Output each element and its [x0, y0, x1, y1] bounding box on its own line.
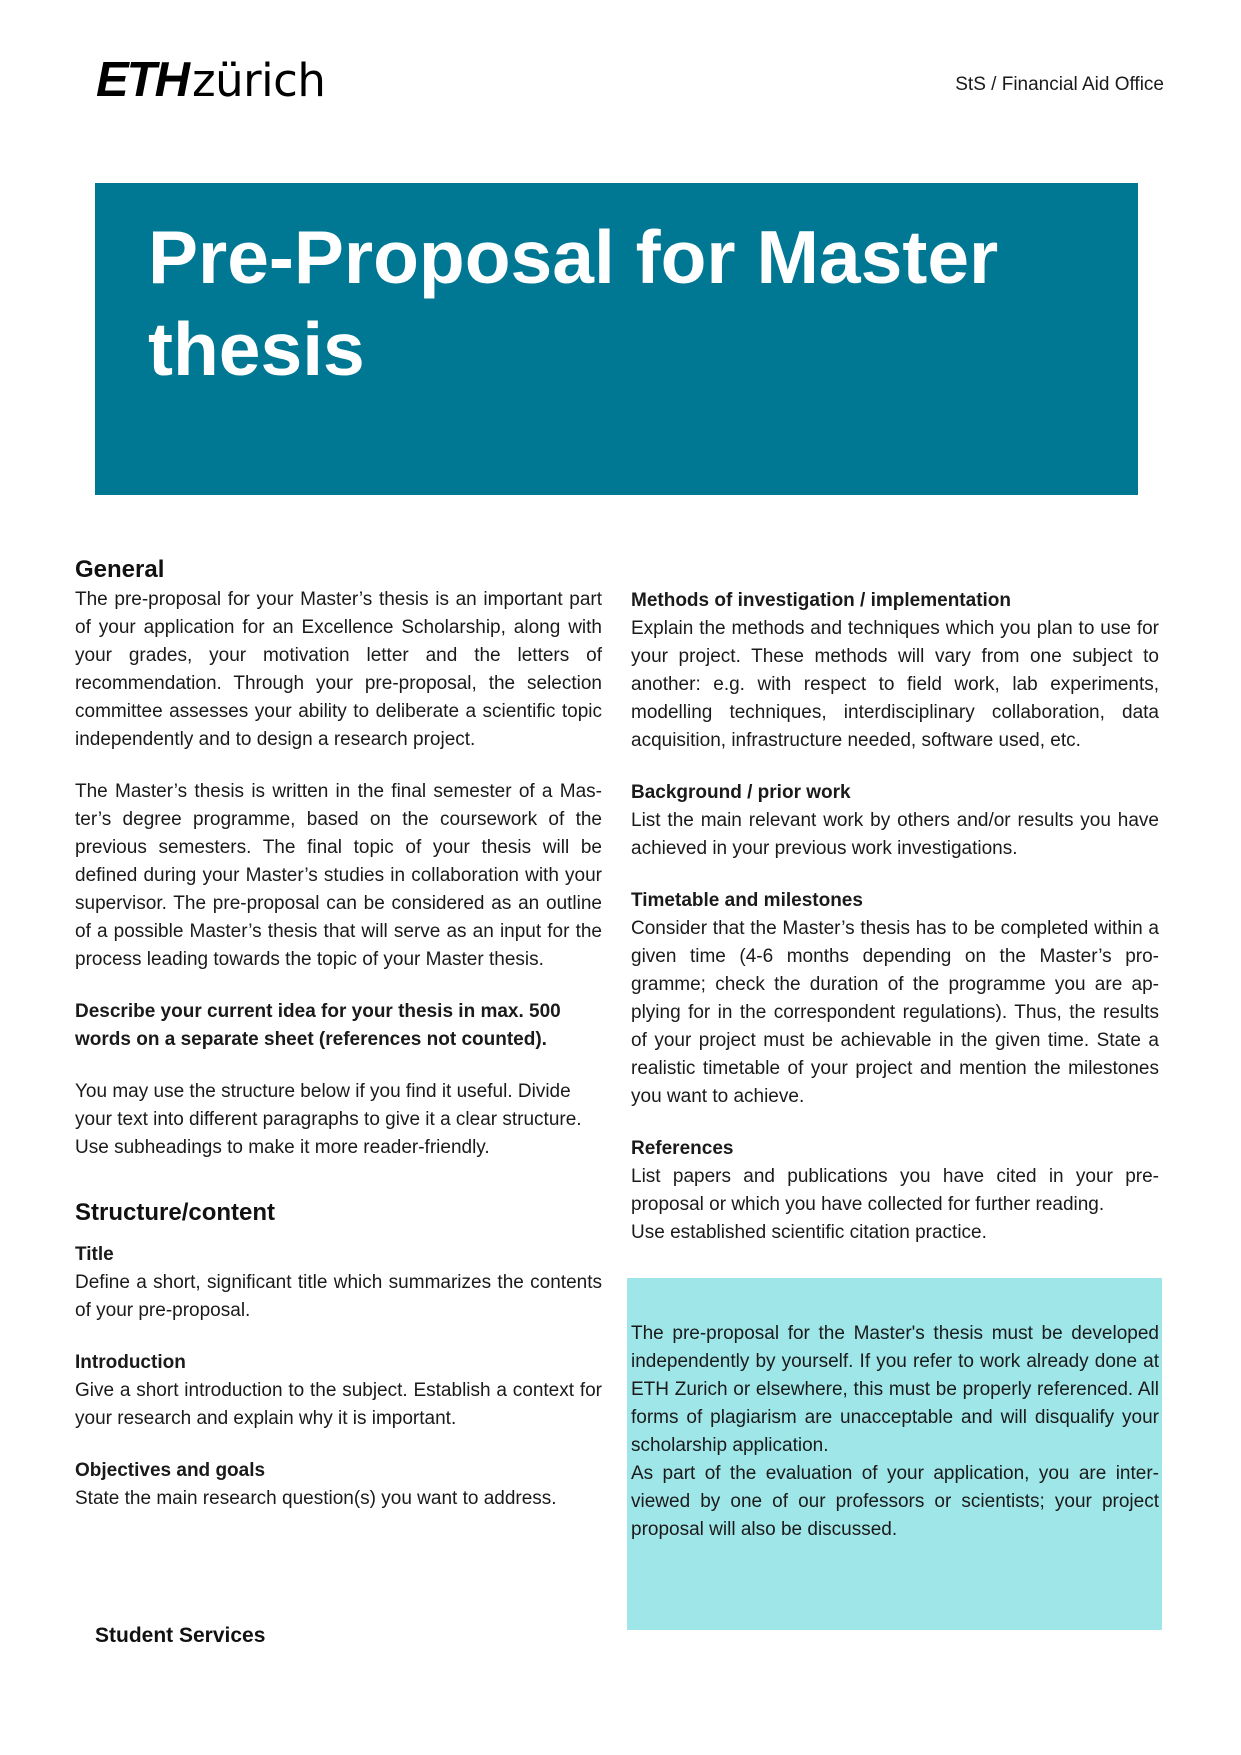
- notice-paragraph-2: As part of the evaluation of your application, you are interviewed by one of our professors or scientists; your project proposal will also be discussed.: [631, 1463, 1159, 1540]
- logo-zurich-text: zürich: [192, 54, 326, 107]
- timetable-text: Consider that the Master’s thesis has to be completed within a given time (4-6 months depending on the Master’s programme; check the duration of the programme you are applying for in the correspondent regulations). Thus, the results of your project must be achievable in the given time. State a realistic timetable of your project and mention the milestones you want to achieve.: [631, 918, 1159, 1107]
- footer-label: Student Services: [95, 1624, 266, 1647]
- general-heading: General: [75, 556, 165, 583]
- structure-title-heading: Title: [75, 1244, 114, 1265]
- general-paragraph-2: The Master’s thesis is written in the final semester of a Master’s degree programme, based on the coursework of the previous semesters. The final topic of your thesis will be defined during your Master’s studies in collaboration with your supervisor. The pre-proposal can be considered as an outline of a possible Master’s thesis that will serve as an input for the process leading towards the topic of your Master thesis.: [75, 781, 602, 970]
- general-paragraph-3: You may use the structure below if you find it useful. Divide your text into different paragraphs to give it a clear structure. Use subheadings to make it more reader-friendly.: [75, 1081, 582, 1158]
- notice-paragraph-1: The pre-proposal for the Master's thesis must be developed independently by yourself. If you refer to work already done at ETH Zurich or elsewhere, this must be properly referenced. All forms of plagiarism are unacceptable and will disqualify your scholarship application.: [631, 1323, 1159, 1456]
- eth-zurich-logo: [96, 53, 326, 107]
- right-column: [631, 587, 1159, 1247]
- methods-text: Explain the methods and techniques which you plan to use for your project. These methods will vary from one subject to another: e.g. with respect to field work, lab experiments, modelling techniques, interdisciplinary collaboration, data acquisition, infrastructure needed, software used, etc.: [631, 618, 1159, 751]
- structure-objectives-heading: Objectives and goals: [75, 1460, 266, 1481]
- structure-objectives-text: State the main research question(s) you want to address.: [75, 1488, 557, 1509]
- general-instruction: Describe your current idea for your thesis in max. 500 words on a separate sheet (references not counted).: [75, 1001, 561, 1050]
- timetable-heading: Timetable and milestones: [631, 890, 863, 911]
- page-title: Pre-Proposal for Master thesis: [148, 215, 999, 391]
- structure-introduction-heading: Introduction: [75, 1352, 186, 1373]
- general-paragraph-1: The pre-proposal for your Master’s thesis is an important part of your application for an Excellence Scholarship, along with your grades, your motivation letter and the letters of recommendation. Through your pre-proposal, the selection committee assesses your ability to deliberate a scientific topic independently and to design a research project.: [75, 589, 602, 750]
- references-text-2: Use established scientific citation practice.: [631, 1222, 987, 1243]
- plagiarism-notice-box: [627, 1278, 1162, 1630]
- left-column: [75, 555, 602, 1513]
- methods-heading: Methods of investigation / implementation: [631, 590, 1012, 611]
- title-banner: [95, 183, 1138, 495]
- structure-title-text: Define a short, significant title which summarizes the contents of your pre-proposal.: [75, 1272, 602, 1321]
- references-heading: References: [631, 1138, 734, 1159]
- department-label: StS / Financial Aid Office: [955, 74, 1164, 95]
- structure-introduction-text: Give a short introduction to the subject. Establish a context for your research and explain why it is important.: [75, 1380, 602, 1429]
- background-text: List the main relevant work by others and/or results you have achieved in your previous work investigations.: [631, 810, 1159, 859]
- references-text: List papers and publications you have cited in your pre-proposal or which you have collected for further reading.: [631, 1166, 1159, 1215]
- structure-heading: Structure/content: [75, 1199, 276, 1226]
- logo-eth-text: ETH: [96, 53, 188, 107]
- background-heading: Background / prior work: [631, 782, 851, 803]
